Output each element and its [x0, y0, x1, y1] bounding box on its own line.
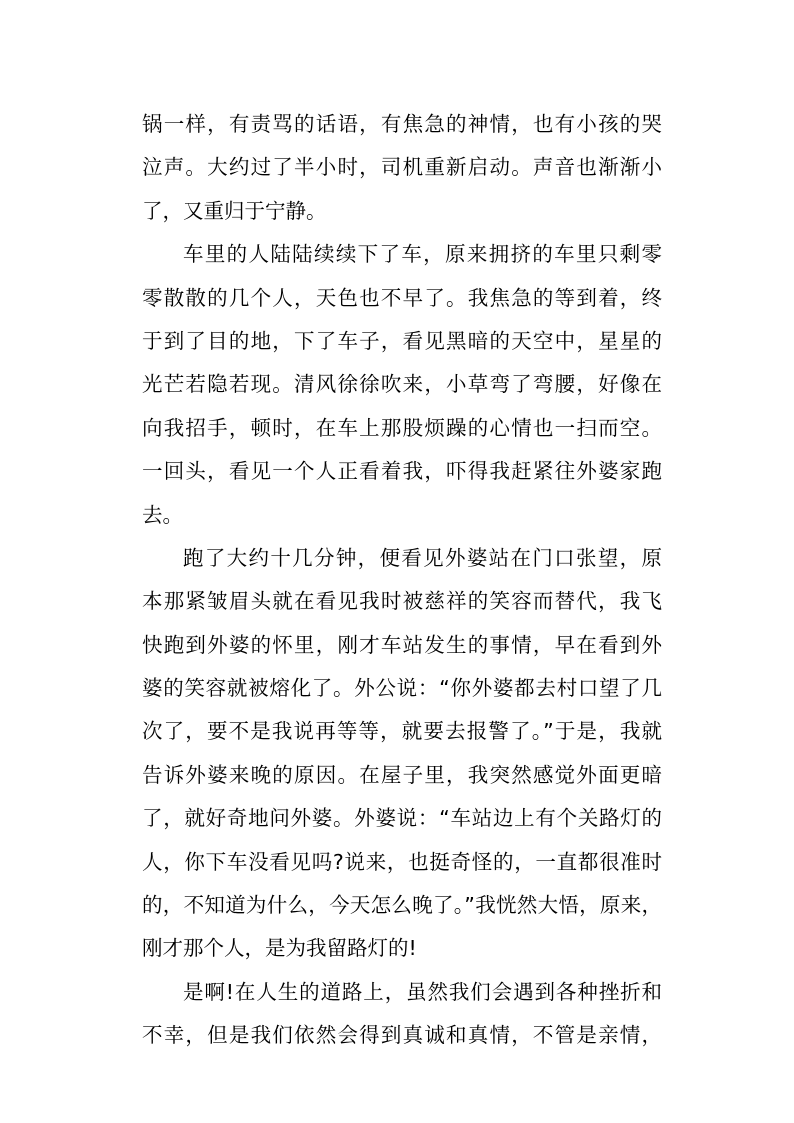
text-line: 本那紧皱眉头就在看见我时被慈祥的笑容而替代，我飞 [142, 589, 662, 614]
text-line: 不幸，但是我们依然会得到真诚和真情，不管是亲情， [142, 1023, 662, 1048]
text-line: 婆的笑容就被熔化了。外公说：“你外婆都去村口望了几 [142, 676, 662, 701]
text-line: 的，不知道为什么，今天怎么晚了。”我恍然大悟，原来， [142, 893, 662, 918]
text-line: 锅一样，有责骂的话语，有焦急的神情，也有小孩的哭 [142, 112, 662, 136]
text-line: 了，就好奇地问外婆。外婆说：“车站边上有个关路灯的 [142, 806, 662, 831]
paragraph-first-line: 是啊!在人生的道路上，虽然我们会遇到各种挫折和 [183, 979, 662, 1004]
text-line: 了，又重归于宁静。 [142, 198, 327, 223]
paragraph-first-line: 车里的人陆陆续续下了车，原来拥挤的车里只剩零 [183, 242, 662, 267]
text-line: 光芒若隐若现。清风徐徐吹来，小草弯了弯腰，好像在 [142, 372, 662, 397]
essay-text [142, 103, 662, 1058]
text-line: 零散散的几个人，天色也不早了。我焦急的等到着，终 [142, 285, 662, 310]
paragraph-first-line: 跑了大约十几分钟，便看见外婆站在门口张望，原 [183, 545, 662, 570]
text-line: 于到了目的地，下了车子，看见黑暗的天空中，星星的 [142, 328, 662, 353]
text-line: 泣声。大约过了半小时，司机重新启动。声音也渐渐小 [142, 155, 662, 180]
text-line: 去。 [142, 502, 183, 527]
text-line: 告诉外婆来晚的原因。在屋子里，我突然感觉外面更暗 [142, 762, 662, 787]
text-line: 刚才那个人，是为我留路灯的! [142, 936, 417, 961]
text-line: 向我招手，顿时，在车上那股烦躁的心情也一扫而空。 [142, 415, 662, 440]
text-line: 次了，要不是我说再等等，就要去报警了。”于是，我就 [142, 719, 662, 744]
text-line: 一回头，看见一个人正看着我，吓得我赶紧往外婆家跑 [142, 459, 662, 484]
text-line: 快跑到外婆的怀里，刚才车站发生的事情，早在看到外 [142, 632, 662, 657]
text-line: 人，你下车没看见吗?说来，也挺奇怪的，一直都很准时 [142, 849, 662, 874]
